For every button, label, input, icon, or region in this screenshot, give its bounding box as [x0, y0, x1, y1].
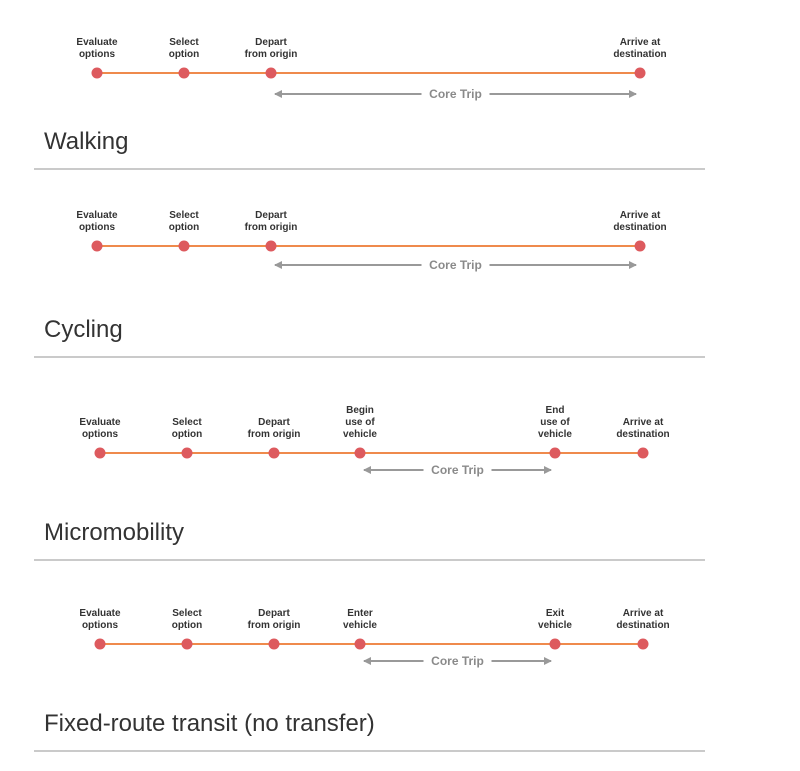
- stage-marker: [269, 448, 280, 459]
- stage-label: options: [78, 49, 116, 60]
- stage-label: vehicle: [343, 429, 377, 440]
- stage-label: option: [171, 429, 203, 440]
- stage-marker: [638, 639, 649, 650]
- panel-title: Micromobility: [44, 519, 185, 546]
- stage-label: vehicle: [538, 429, 572, 440]
- stage-node: [343, 405, 377, 459]
- stage-marker: [269, 639, 280, 650]
- stage-label: Enter: [347, 608, 373, 619]
- core-trip-label: Core Trip: [431, 463, 484, 477]
- stage-marker: [179, 241, 190, 252]
- stage-label: Arrive at: [619, 210, 661, 221]
- stage-label: End: [545, 405, 565, 416]
- stage-marker: [638, 448, 649, 459]
- stage-label: vehicle: [343, 620, 377, 631]
- stage-label: Begin: [346, 405, 374, 416]
- panel-2: [34, 210, 705, 357]
- stage-label: from origin: [244, 49, 298, 60]
- core-trip-label: Core Trip: [429, 87, 482, 101]
- stage-label: Depart: [258, 608, 290, 619]
- stage-label: use of: [540, 417, 570, 428]
- stage-marker: [95, 639, 106, 650]
- stage-label: Evaluate: [76, 37, 118, 48]
- stage-marker: [266, 68, 277, 79]
- stage-label: Depart: [255, 210, 287, 221]
- stage-label: options: [78, 222, 116, 233]
- stage-marker: [179, 68, 190, 79]
- stage-label: Evaluate: [76, 210, 118, 221]
- stage-marker: [635, 68, 646, 79]
- stage-marker: [266, 241, 277, 252]
- core-trip-arrow: [364, 463, 551, 477]
- core-trip-arrow: [364, 654, 551, 668]
- stage-label: Select: [169, 210, 199, 221]
- stage-label: Select: [172, 608, 202, 619]
- stage-label: use of: [345, 417, 375, 428]
- stage-label: options: [81, 429, 119, 440]
- core-trip-label: Core Trip: [431, 654, 484, 668]
- stage-marker: [355, 448, 366, 459]
- stage-label: from origin: [247, 620, 301, 631]
- core-trip-arrow: [275, 87, 636, 101]
- stage-label: options: [81, 620, 119, 631]
- stage-marker: [95, 448, 106, 459]
- stage-label: Arrive at: [619, 37, 661, 48]
- stage-label: Depart: [258, 417, 290, 428]
- stage-label: destination: [616, 429, 670, 440]
- stage-label: Depart: [255, 37, 287, 48]
- stage-marker: [182, 448, 193, 459]
- stage-marker: [92, 241, 103, 252]
- stage-label: option: [168, 49, 200, 60]
- panel-title: Walking: [44, 128, 129, 155]
- core-trip-arrow: [275, 258, 636, 272]
- stage-marker: [92, 68, 103, 79]
- stage-marker: [355, 639, 366, 650]
- stage-label: Evaluate: [79, 417, 121, 428]
- stage-label: Evaluate: [79, 608, 121, 619]
- stage-label: Select: [169, 37, 199, 48]
- stage-marker: [635, 241, 646, 252]
- stage-label: from origin: [247, 429, 301, 440]
- stage-label: Select: [172, 417, 202, 428]
- panel-title: Cycling: [44, 316, 123, 343]
- stage-label: Exit: [545, 608, 565, 619]
- stage-label: Arrive at: [622, 417, 664, 428]
- panel-1: [34, 37, 705, 169]
- stage-node: [538, 405, 572, 459]
- stage-label: from origin: [244, 222, 298, 233]
- stage-marker: [182, 639, 193, 650]
- stage-label: destination: [613, 222, 667, 233]
- panel-title: Fixed-route transit (no transfer): [44, 710, 375, 737]
- stage-label: option: [168, 222, 200, 233]
- core-trip-label: Core Trip: [429, 258, 482, 272]
- stage-label: vehicle: [538, 620, 572, 631]
- stage-label: option: [171, 620, 203, 631]
- panel-4: [34, 608, 705, 751]
- panel-3: [34, 405, 705, 560]
- stage-marker: [550, 448, 561, 459]
- stage-marker: [550, 639, 561, 650]
- stage-label: Arrive at: [622, 608, 664, 619]
- stage-label: destination: [616, 620, 670, 631]
- stage-label: destination: [613, 49, 667, 60]
